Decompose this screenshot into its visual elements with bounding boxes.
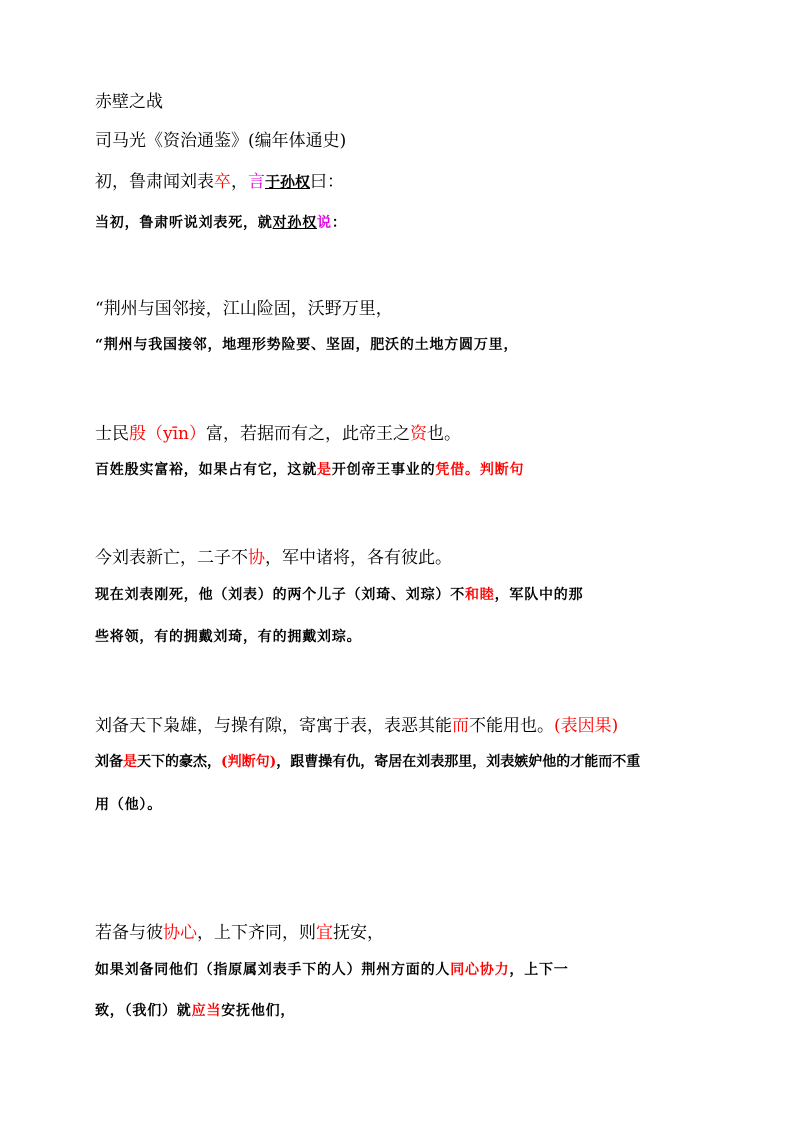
translation-line-6b xyxy=(95,1000,295,1020)
underlined-segment: 于孙权 xyxy=(265,173,311,191)
text-segment: 士民 xyxy=(95,424,129,444)
text-segment: 富，若据而有之，此帝王之 xyxy=(206,424,410,444)
translation-line-2 xyxy=(95,334,518,354)
text-segment: 开创帝王事业的 xyxy=(331,462,436,478)
text-segment: 初，鲁肃闻刘表 xyxy=(95,172,214,192)
highlight-segment: 和睦 xyxy=(465,587,495,603)
translation-line-6a xyxy=(95,959,569,979)
text-segment: 些将领，有的拥戴刘琦，有的拥戴刘琮。 xyxy=(95,629,362,645)
underlined-segment: 对孙权 xyxy=(272,215,318,231)
highlight-segment: 同心协力 xyxy=(450,962,510,978)
text-segment: “荆州与我国接邻，地理形势险要、坚固，肥沃的土地方圆万里， xyxy=(95,337,519,353)
translation-line-1 xyxy=(95,212,347,232)
text-segment: 百姓殷实富裕，如果占有它，这就 xyxy=(95,462,317,478)
highlight-segment: 是 xyxy=(317,462,332,478)
text-segment: 也。 xyxy=(427,424,461,444)
text-segment: ，跟曹操有仇，寄居在刘表那里，刘表嫉妒他的才能而不重 xyxy=(276,754,641,770)
text-segment: 安抚他们， xyxy=(221,1003,296,1019)
highlight-segment: 。判断句 xyxy=(465,462,525,478)
text-segment: 如果刘备同他们（指原属刘表手下的人）荆州方面的人 xyxy=(95,962,451,978)
text-segment: 曰： xyxy=(310,172,345,192)
text-segment: ，上下一 xyxy=(509,962,569,978)
translation-line-5a xyxy=(95,751,640,771)
highlight-segment: 说 xyxy=(317,215,332,231)
text-segment: 用（他）。 xyxy=(95,797,162,813)
doc-title: 赤壁之战 xyxy=(95,92,163,112)
translation-line-5b xyxy=(95,794,162,814)
text-segment: 刘备天下枭雄，与操有隙，寄寓于表，表恶其能 xyxy=(95,716,452,736)
text-segment: 现在刘表刚死，他（刘表）的两个儿子（刘琦、刘琮）不 xyxy=(95,587,465,603)
translation-line-4b xyxy=(95,626,361,646)
original-line-3 xyxy=(95,419,461,444)
highlight-segment: 卒 xyxy=(214,172,231,192)
translation-line-3 xyxy=(95,459,524,479)
doc-source: 司马光《资治通鉴》(编年体通史) xyxy=(95,131,347,151)
highlight-segment: 协 xyxy=(248,548,265,568)
text-segment: 致，（我们）就 xyxy=(95,1003,192,1019)
original-line-2 xyxy=(95,294,393,319)
highlight-segment: 凭借 xyxy=(435,462,466,478)
highlight-segment: 宜 xyxy=(316,923,333,943)
translation-line-4a xyxy=(95,584,583,604)
text-segment: 抚安， xyxy=(333,923,384,943)
highlight-segment: 协心 xyxy=(163,923,197,943)
highlight-segment: 而 xyxy=(452,716,469,736)
highlight-segment: 应当 xyxy=(191,1003,222,1019)
text-segment: 不能用也。 xyxy=(469,716,554,736)
highlight-segment: (表因果) xyxy=(554,716,619,736)
text-segment: 当初，鲁肃听说刘表死，就 xyxy=(95,215,273,231)
original-line-6 xyxy=(95,918,384,943)
original-line-5 xyxy=(95,711,618,736)
text-segment: 今刘表新亡，二子不 xyxy=(95,548,248,568)
text-segment: 刘备 xyxy=(95,754,123,770)
highlight-segment: 殷（yīn） xyxy=(129,424,206,444)
highlight-segment: 是 xyxy=(123,754,137,770)
text-segment: 若备与彼 xyxy=(95,923,163,943)
original-line-4 xyxy=(95,543,452,568)
highlight-segment: 资 xyxy=(410,424,427,444)
text-segment: ，军队中的那 xyxy=(494,587,584,603)
text-segment: ： xyxy=(331,215,347,231)
text-segment: ， xyxy=(231,172,248,192)
text-segment: “荆州与国邻接，江山险固，沃野万里， xyxy=(95,299,393,319)
highlight-segment: (判断句) xyxy=(221,754,277,770)
text-segment: 天下的豪杰， xyxy=(137,754,221,770)
highlight-segment: 言 xyxy=(248,172,265,192)
text-segment: ，军中诸将，各有彼此。 xyxy=(265,548,452,568)
text-segment: ，上下齐同，则 xyxy=(197,923,316,943)
original-line-1 xyxy=(95,167,344,192)
